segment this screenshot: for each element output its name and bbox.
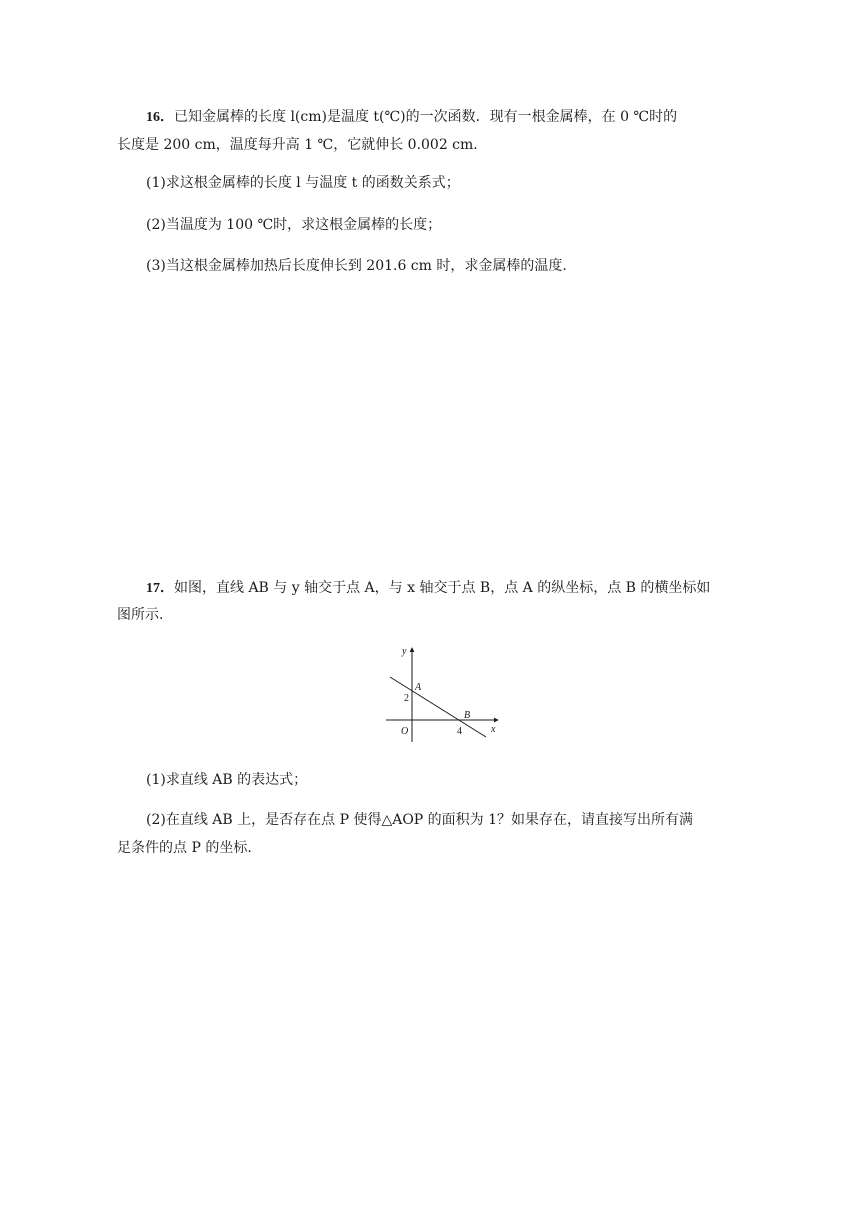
y-axis-label: y [402,646,407,657]
q16-stem-line1 [146,107,677,128]
a-value-label: 2 [404,693,409,704]
q17-part2-line2: 足条件的点 P 的坐标. [117,840,252,856]
q17-stem-text: 如图，直线 AB 与 y 轴交于点 A，与 x 轴交于点 B，点 A 的纵坐标，点 B 的横坐标如 [174,580,711,596]
q16-number: 16． [146,110,174,125]
q16-part2: (2)当温度为 100 ℃时，求这根金属棒的长度； [146,217,442,233]
origin-label: O [401,726,409,737]
q17-part2-line1: (2)在直线 AB 上，是否存在点 P 使得△AOP 的面积为 1？如果存在，请直接写出所有满 [146,812,694,828]
q17-number: 17． [146,581,174,596]
q16-part1: (1)求这根金属棒的长度 l 与温度 t 的函数关系式； [146,175,460,191]
q17-part1: (1)求直线 AB 的表达式； [146,772,308,788]
b-value-label: 4 [457,726,462,737]
q17-stem-line1 [146,578,710,599]
point-a-label: A [415,682,422,693]
q16-stem-text: 已知金属棒的长度 l(cm)是温度 t(℃)的一次函数．现有一根金属棒，在 0 ℃时的 [174,109,678,125]
q16-part3: (3)当这根金属棒加热后长度伸长到 201.6 cm 时，求金属棒的温度. [146,258,567,274]
q16-stem-line2: 长度是 200 cm，温度每升高 1 ℃，它就伸长 0.002 cm. [117,137,478,153]
q17-stem-line2: 图所示. [117,607,164,623]
coordinate-figure [380,644,504,744]
x-axis-label: x [491,724,496,735]
point-b-label: B [464,710,471,721]
